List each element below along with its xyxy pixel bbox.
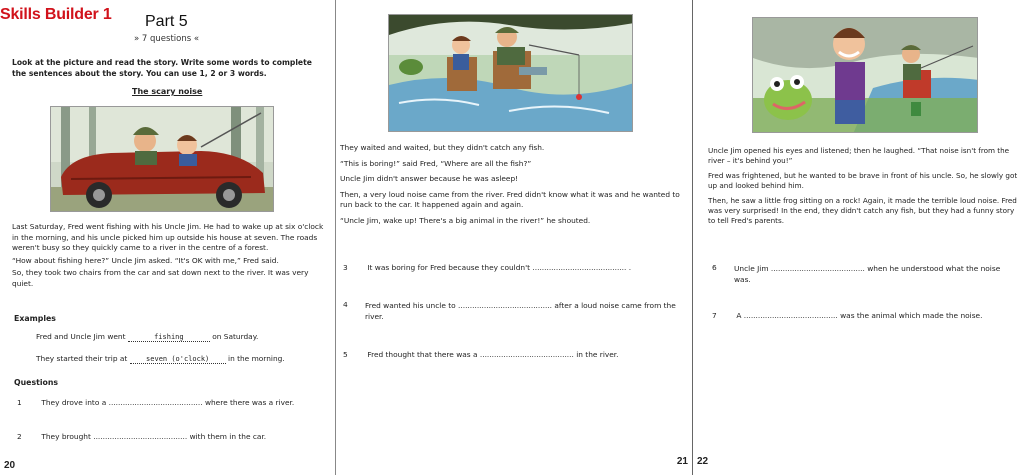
story-paragraph: “How about fishing here?” Uncle Jim asked. “It's OK with me,” Fred said. bbox=[12, 255, 279, 265]
question-number: 2 bbox=[17, 432, 22, 441]
story-paragraph: Uncle Jim didn't answer because he was asleep! bbox=[340, 174, 519, 184]
story-text bbox=[12, 222, 327, 290]
story-paragraph: Fred was frightened, but he wanted to be brave in front of his uncle. So, he slowly got up and looked behind him. bbox=[708, 170, 1018, 191]
question-text: . bbox=[628, 263, 632, 272]
skills-builder-title: Skills Builder 1 bbox=[0, 6, 112, 23]
question-number: 4 bbox=[343, 300, 348, 309]
frog-illustration bbox=[752, 17, 978, 133]
answer-blank[interactable]: ........................................ bbox=[532, 263, 627, 272]
page-number: 21 bbox=[676, 456, 688, 467]
question-5 bbox=[343, 350, 683, 359]
example-text: in the morning. bbox=[228, 354, 285, 363]
answer-blank[interactable]: ........................................ bbox=[479, 350, 574, 359]
question-text: after a loud noise came from the river. bbox=[365, 301, 676, 321]
question-text: when he understood what the noise was. bbox=[734, 264, 1001, 284]
story-paragraph: Uncle Jim opened his eyes and listened; then he laughed. “That noise isn't from the river – it's behind you!” bbox=[708, 146, 1010, 166]
example-text: Fred and Uncle Jim went bbox=[36, 332, 126, 341]
part-title: Part 5 bbox=[145, 13, 188, 30]
question-text: It was boring for Fred because they couldn't bbox=[367, 263, 531, 272]
question-number: 3 bbox=[343, 263, 348, 272]
answer-blank[interactable]: ........................................ bbox=[108, 398, 203, 407]
example-2 bbox=[36, 354, 285, 364]
answer-blank[interactable]: ........................................ bbox=[770, 264, 865, 273]
story-paragraph: So, they took two chairs from the car and sat down next to the river. It was very quiet. bbox=[12, 268, 309, 288]
story-paragraph: They waited and waited, but they didn't catch any fish. bbox=[340, 143, 545, 152]
car-illustration bbox=[50, 106, 274, 212]
story-paragraph: Then, a very loud noise came from the river. Fred didn't know what it was and he wanted to run back to the car. It happened again and again. bbox=[340, 189, 680, 210]
question-7 bbox=[712, 311, 1022, 320]
examples-heading: Examples bbox=[14, 314, 56, 323]
answer-blank[interactable]: ........................................ bbox=[743, 311, 838, 320]
question-number: 1 bbox=[17, 398, 22, 407]
question-number: 6 bbox=[712, 263, 717, 272]
page-20 bbox=[0, 0, 336, 475]
story-paragraph: Then, he saw a little frog sitting on a rock! Again, it made the terrible loud noise. Fred was very surprised! In the end, they didn't catch any fish, but they had a funny story to tell Fred's parents. bbox=[708, 195, 1017, 226]
story-paragraph: “Uncle Jim, wake up! There's a big animal in the river!” he shouted. bbox=[340, 215, 591, 225]
question-1 bbox=[17, 398, 294, 407]
question-text: They drove into a bbox=[41, 398, 107, 407]
question-4 bbox=[343, 300, 683, 322]
example-answer: seven (o'clock) bbox=[130, 355, 226, 364]
page-number: 20 bbox=[4, 460, 16, 471]
questions-heading: Questions bbox=[14, 378, 59, 387]
page-21 bbox=[336, 0, 693, 475]
page-number: 22 bbox=[697, 456, 709, 467]
story-text bbox=[708, 146, 1022, 227]
story-title: The scary noise bbox=[132, 87, 203, 96]
story-paragraph: “This is boring!” said Fred, “Where are all the fish?” bbox=[340, 158, 532, 168]
question-number: 7 bbox=[712, 311, 717, 320]
example-text: They started their trip at bbox=[36, 354, 128, 363]
question-number: 5 bbox=[343, 350, 348, 359]
example-1 bbox=[36, 332, 258, 342]
story-text bbox=[340, 143, 680, 227]
question-text: in the river. bbox=[576, 350, 619, 359]
question-text: where there was a river. bbox=[204, 398, 295, 407]
story-paragraph: Last Saturday, Fred went fishing with his Uncle Jim. He had to wake up at six o'clock in the morning, and his uncle picked him up outside his house at seven. The roads weren't busy so they quickly came to a river in the centre of a forest. bbox=[12, 222, 324, 253]
page-22 bbox=[694, 0, 1024, 475]
question-count: » 7 questions « bbox=[134, 34, 200, 44]
question-text: with them in the car. bbox=[189, 432, 267, 441]
example-answer: fishing bbox=[128, 333, 210, 342]
question-text: Uncle Jim bbox=[734, 264, 769, 273]
question-3 bbox=[343, 263, 683, 272]
question-text: Fred thought that there was a bbox=[367, 350, 478, 359]
river-illustration bbox=[388, 14, 633, 132]
question-2 bbox=[17, 432, 266, 441]
question-6 bbox=[712, 263, 1012, 285]
question-text: Fred wanted his uncle to bbox=[365, 301, 456, 310]
answer-blank[interactable]: ........................................ bbox=[93, 432, 188, 441]
example-text: on Saturday. bbox=[212, 332, 259, 341]
question-text: They brought bbox=[41, 432, 91, 441]
question-text: A bbox=[736, 311, 742, 320]
question-text: was the animal which made the noise. bbox=[840, 311, 983, 320]
answer-blank[interactable]: ........................................ bbox=[458, 301, 553, 310]
instructions: Look at the picture and read the story. Write some words to complete the sentences about the story. You can use 1, 2 or 3 words. bbox=[12, 58, 312, 78]
